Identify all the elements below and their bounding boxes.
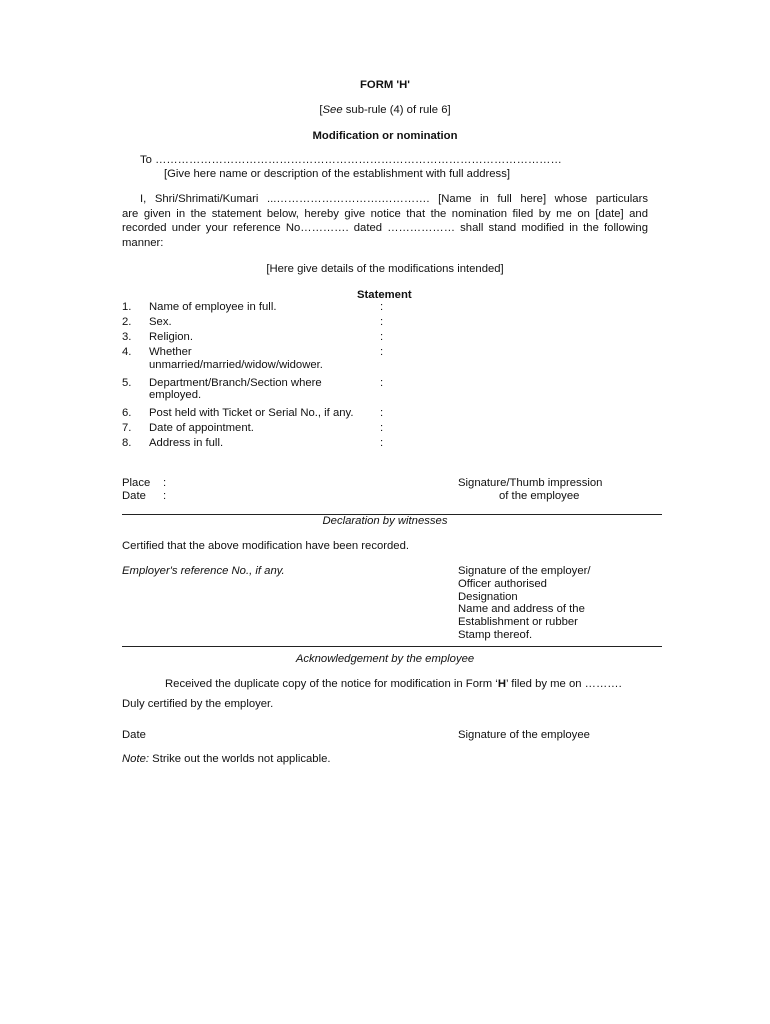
form-heading: Modification or nomination <box>312 130 458 142</box>
form-title: FORM 'H' <box>360 79 410 91</box>
employer-signature-line-2: Officer authorised <box>458 578 547 590</box>
statement-item-6-label: Post held with Ticket or Serial No., if any. <box>149 407 354 419</box>
statement-item-7-number: 7. <box>122 422 132 434</box>
statement-heading: Statement <box>357 289 412 301</box>
declaration-heading: Declaration by witnesses <box>322 515 448 527</box>
certified-text: Certified that the above modification have been recorded. <box>122 540 409 552</box>
note-text <box>122 753 331 766</box>
statement-item-8-colon: : <box>380 437 384 449</box>
received-form-letter: H <box>497 678 506 690</box>
date-colon: : <box>163 490 167 502</box>
to-line: To ……………………………………………………………………………………………… <box>140 154 562 166</box>
statement-item-4-colon: : <box>380 346 384 358</box>
statement-item-3-number: 3. <box>122 331 132 343</box>
statement-item-1-label: Name of employee in full. <box>149 301 277 313</box>
subrule-rest: sub-rule (4) of rule 6] <box>342 104 451 116</box>
statement-item-8-number: 8. <box>122 437 132 449</box>
signature-thumb-label: Signature/Thumb impression <box>458 477 603 489</box>
statement-item-6-number: 6. <box>122 407 132 419</box>
statement-item-1-colon: : <box>380 301 384 313</box>
employer-signature-line-1: Signature of the employer/ <box>458 565 591 577</box>
statement-item-2-number: 2. <box>122 316 132 328</box>
notice-paragraph-line-4: manner: <box>122 237 164 249</box>
statement-item-3-colon: : <box>380 331 384 343</box>
note-label: Note: <box>122 753 150 765</box>
statement-item-2-colon: : <box>380 316 384 328</box>
statement-item-3-label: Religion. <box>149 331 193 343</box>
subrule-see: See <box>322 104 343 116</box>
subrule-reference <box>0 104 770 117</box>
statement-item-2-label: Sex. <box>149 316 172 328</box>
employer-reference-label: Employer's reference No., if any. <box>122 565 285 577</box>
acknowledgement-heading: Acknowledgement by the employee <box>295 653 475 665</box>
modifications-hint: [Here give details of the modifications intended] <box>266 263 504 275</box>
employee-signature-label: Signature of the employee <box>458 729 590 741</box>
statement-item-5-label: Department/Branch/Section where <box>149 377 322 389</box>
place-colon: : <box>163 477 167 489</box>
of-employee-label: of the employee <box>499 490 580 502</box>
statement-item-5-number: 5. <box>122 377 132 389</box>
notice-paragraph-line-2: are given in the statement below, hereby give notice that the nomination filed by me on [date] and <box>122 208 648 220</box>
statement-item-8-label: Address in full. <box>149 437 224 449</box>
statement-item-4-number: 4. <box>122 346 132 358</box>
statement-item-5-label-continued: employed. <box>149 389 202 401</box>
employer-signature-line-6: Stamp thereof. <box>458 629 533 641</box>
received-statement <box>165 678 622 691</box>
statement-item-6-colon: : <box>380 407 384 419</box>
to-hint: [Give here name or description of the establishment with full address] <box>164 168 510 180</box>
employer-signature-line-4: Name and address of the <box>458 603 585 615</box>
date-label: Date <box>122 490 146 502</box>
notice-paragraph-line-1: I, Shri/Shrimati/Kumari ...……………………….…………. [Name in full here] whose particulars <box>140 193 648 205</box>
place-label: Place <box>122 477 151 489</box>
subrule-open-bracket: [ <box>319 104 323 116</box>
received-text-start: Received the duplicate copy of the notice for modification in Form ‘ <box>165 678 498 690</box>
notice-paragraph-line-3: recorded under your reference No…………. dated ……………… shall stand modified in the following <box>122 222 648 234</box>
divider-acknowledgement <box>122 646 662 647</box>
statement-item-7-colon: : <box>380 422 384 434</box>
note-body: Strike out the worlds not applicable. <box>149 753 331 765</box>
employer-signature-line-5: Establishment or rubber <box>458 616 578 628</box>
statement-item-7-label: Date of appointment. <box>149 422 254 434</box>
received-text-end: ’ filed by me on ………. <box>505 678 622 690</box>
acknowledgement-date-label: Date <box>122 729 146 741</box>
statement-item-4-label-continued: unmarried/married/widow/widower. <box>149 359 323 371</box>
statement-item-4-label: Whether <box>149 346 192 358</box>
statement-item-1-number: 1. <box>122 301 132 313</box>
statement-item-5-colon: : <box>380 377 384 389</box>
employer-signature-line-3: Designation <box>458 591 518 603</box>
duly-certified-text: Duly certified by the employer. <box>122 698 274 710</box>
